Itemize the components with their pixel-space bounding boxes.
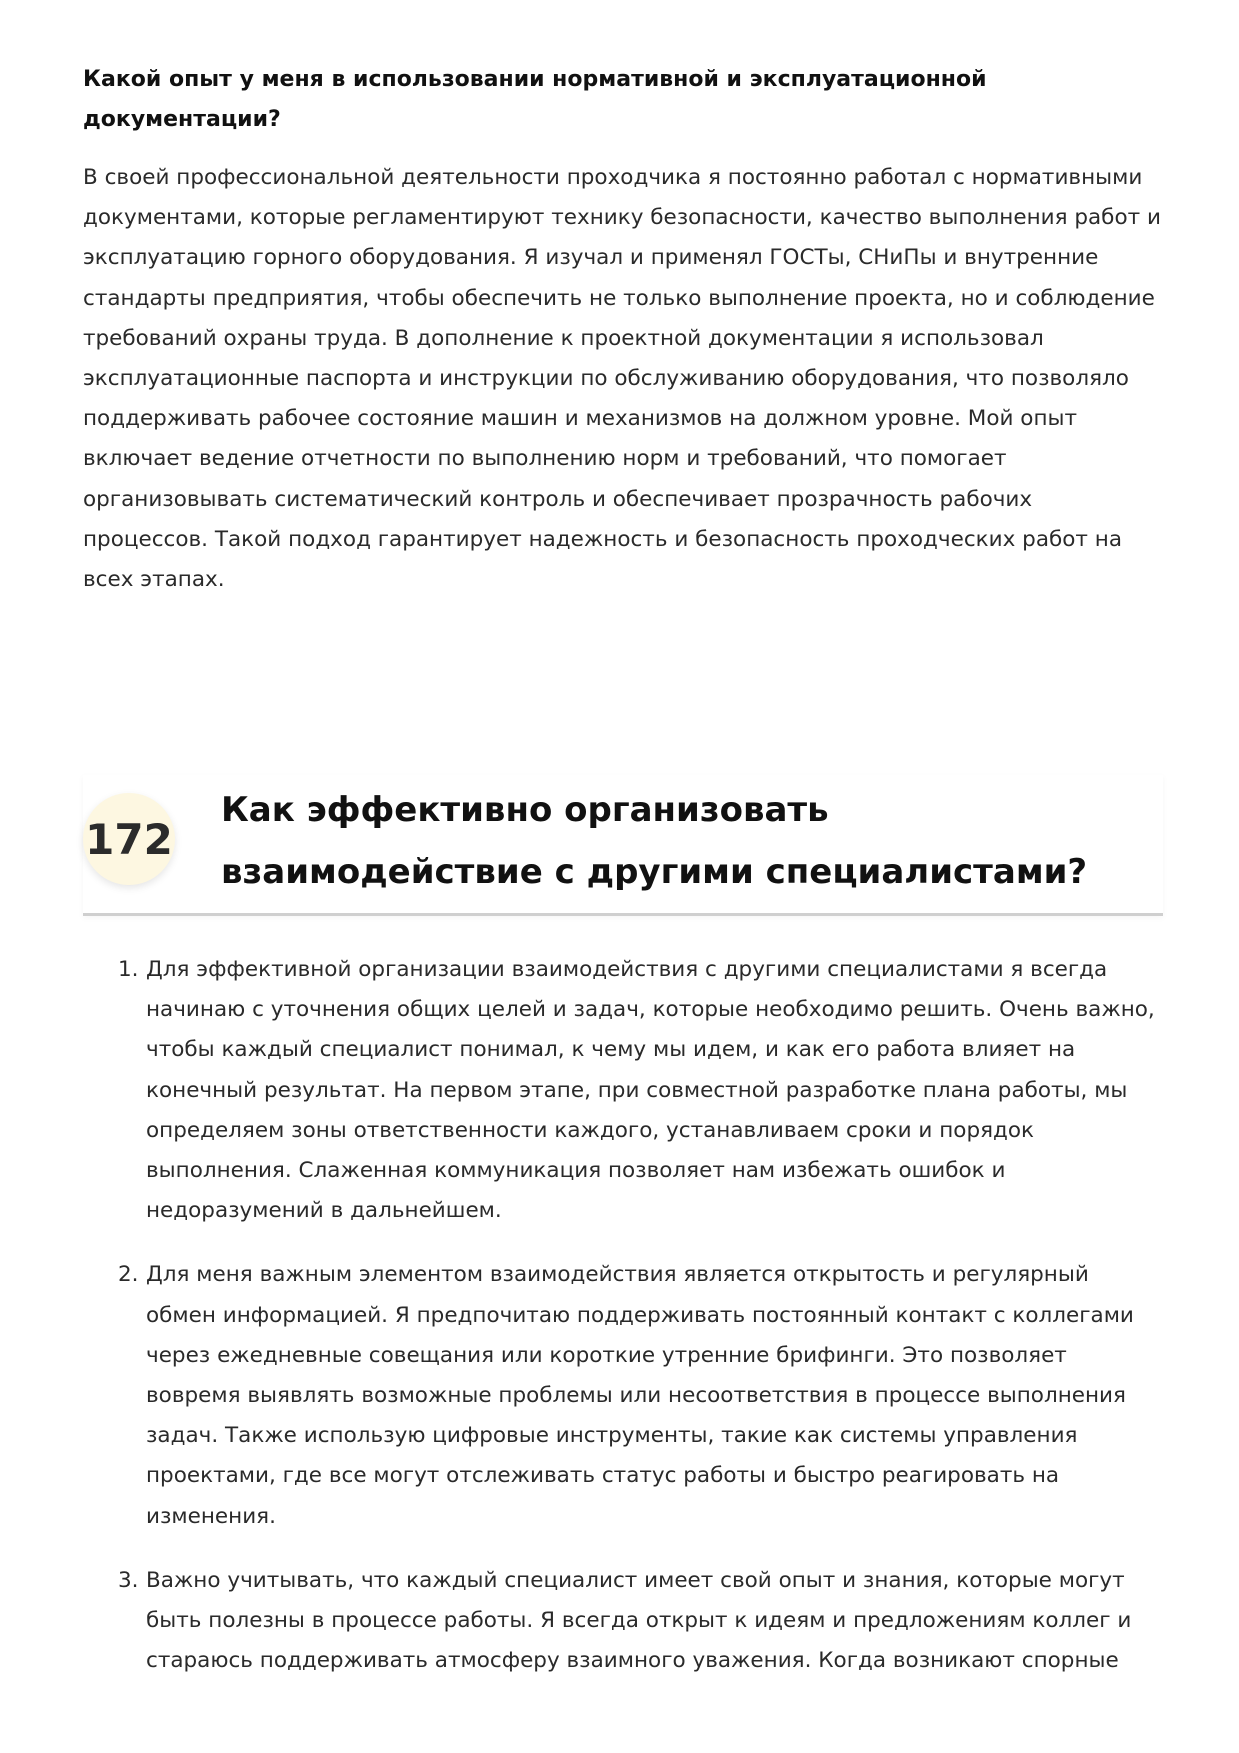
question-body: В своей профессиональной деятельности проходчика я постоянно работал с нормативными документами, которые регламентируют технику безопасности, качество выполнения работ и эксплуатацию горного оборудования. Я изучал и применял ГОСТы, СНиПы и внутренние стандарты предприятия, чтобы обеспечить не только выполнение проекта, но и соблюдение требований охраны труда. В дополнение к проектной документации я использовал эксплуатационные паспорта и инструкции по обслуживанию оборудования, что позволяло поддерживать рабочее состояние машин и механизмов на должном уровне. Мой опыт включает ведение отчетности по выполнению норм и требований, что помогает организовывать систематический контроль и обеспечивает прозрачность рабочих процессов. Такой подход гарантирует надежность и безопасность проходческих работ на всех этапах.	[83, 165, 1161, 593]
answer-number: 2.	[118, 1262, 139, 1288]
answer-item	[83, 1255, 1163, 1536]
answer-list	[83, 950, 1163, 1705]
answer-number: 1.	[118, 957, 139, 982]
answer-item	[83, 950, 1163, 1231]
answer-text: Для меня важным элементом взаимодействия является открытость и регулярный обмен информацией. Я предпочитаю поддерживать постоянный контакт с коллегами через ежедневные совещания или короткие утренние брифинги. Это позволяет вовремя выявлять возможные проблемы или несоответствия в процессе выполнения задач. Также использую цифровые инструменты, такие как системы управления проектами, где все могут отслеживать статус работы и быстро реагировать на изменения.	[146, 1262, 1134, 1529]
answer-text: Важно учитывать, что каждый специалист имеет свой опыт и знания, которые могут быть полезны в процессе работы. Я всегда открыт к идеям и предложениям коллег и стараюсь поддерживать атмосферу взаимного уважения. Когда возникают спорные	[146, 1567, 1132, 1674]
answer-number: 3.	[118, 1567, 139, 1593]
answer-item	[83, 1561, 1163, 1682]
answer-text: Для эффективной организации взаимодействия с другими специалистами я всегда начинаю с уточнения общих целей и задач, которые необходимо решить. Очень важно, чтобы каждый специалист понимал, к чему мы идем, и как его работа влияет на конечный результат. На первом этапе, при совместной разработке плана работы, мы определяем зоны ответственности каждого, устанавливаем сроки и порядок выполнения. Слаженная коммуникация позволяет нам избежать ошибок и недоразумений в дальнейшем.	[146, 957, 1155, 1224]
question-number-badge: 172	[83, 793, 175, 885]
question-title: Какой опыт у меня в использовании нормативной и эксплуатационной документации?	[83, 67, 987, 132]
section-title: Как эффективно организовать взаимодействие с другими специалистами?	[221, 790, 1088, 892]
previous-answer	[83, 60, 1163, 600]
section-header	[83, 775, 1163, 916]
